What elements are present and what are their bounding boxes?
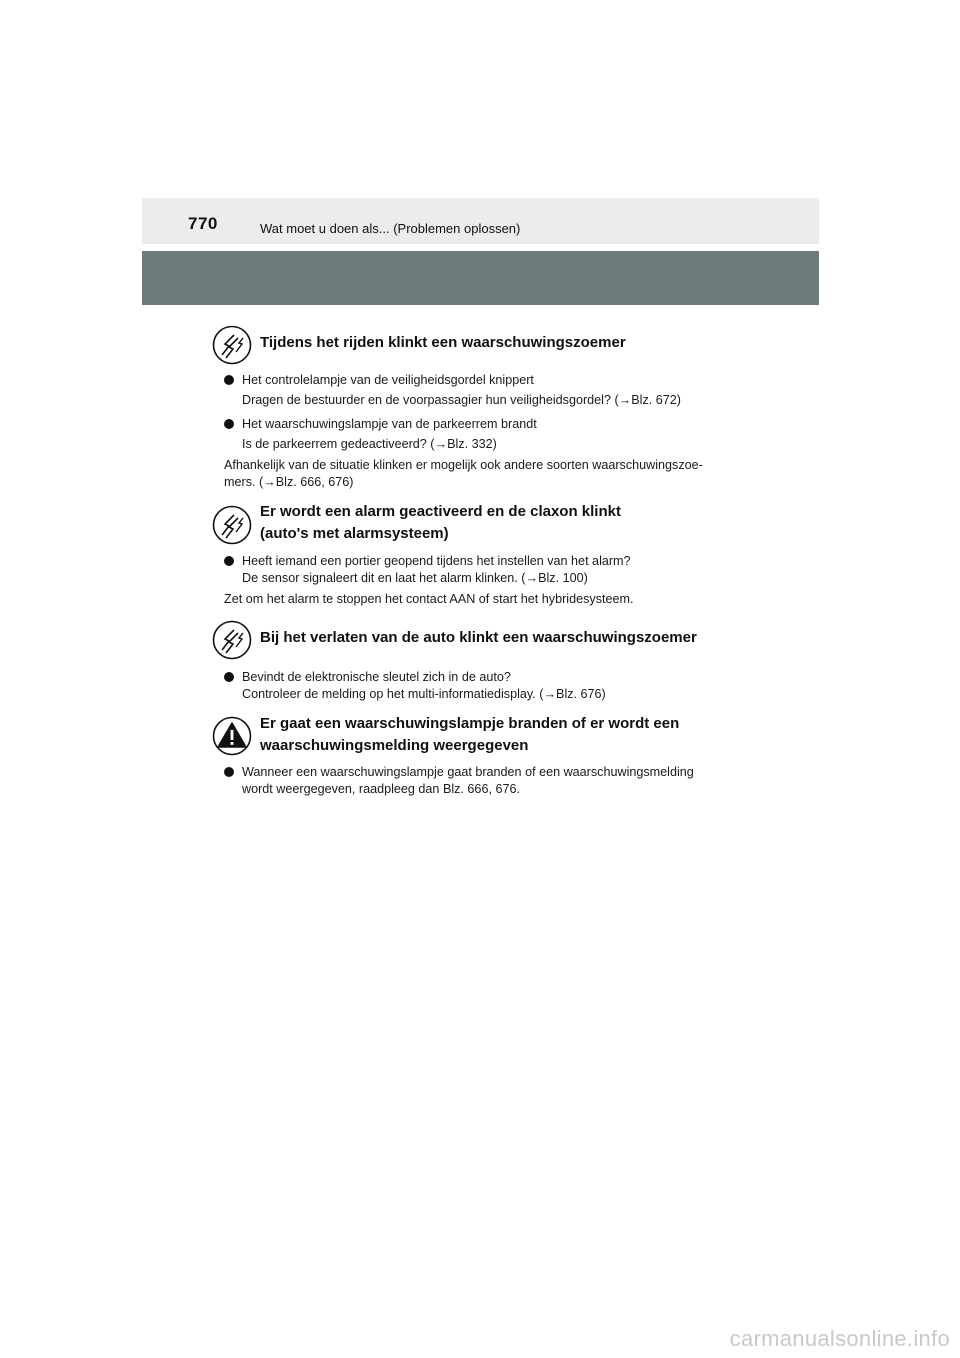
watermark: carmanualsonline.info — [729, 1326, 950, 1351]
item-main: Heeft iemand een portier geopend tijdens het instellen van het alarm? — [242, 554, 631, 568]
header-title: Wat moet u doen als... (Problemen oplossen) — [260, 221, 521, 236]
item-main: Het waarschuwingslampje van de parkeerrem brandt — [242, 417, 537, 431]
item-sub: Dragen de bestuurder en de voorpassagier hun veiligheidsgordel? (→Blz. 672) — [242, 393, 681, 407]
section-title: Er gaat een waarschuwingslampje branden of er wordt een — [260, 715, 680, 732]
bullet — [224, 419, 234, 429]
section-title: Er wordt een alarm geactiveerd en de claxon klinkt — [260, 503, 621, 520]
buzzer-icon — [212, 505, 252, 545]
item-sub: wordt weergegeven, raadpleeg dan Blz. 666, 676. — [242, 782, 520, 796]
section-note: Zet om het alarm te stoppen het contact AAN of start het hybridesysteem. — [224, 592, 634, 606]
section-note: mers. (→Blz. 666, 676) — [224, 475, 354, 489]
item-sub: Controleer de melding op het multi-informatiedisplay. (→Blz. 676) — [242, 687, 606, 701]
item-main: Bevindt de elektronische sleutel zich in de auto? — [242, 670, 511, 684]
item-main: Het controlelampje van de veiligheidsgordel knippert — [242, 373, 534, 387]
bullet — [224, 556, 234, 566]
section-note: Afhankelijk van de situatie klinken er mogelijk ook andere soorten waarschuwingszoe- — [224, 458, 703, 472]
item-sub: Is de parkeerrem gedeactiveerd? (→Blz. 332) — [242, 437, 497, 451]
buzzer-icon — [212, 325, 252, 365]
section-banner — [142, 251, 819, 305]
section-title: waarschuwingsmelding weergegeven — [260, 737, 529, 754]
section-title: (auto's met alarmsysteem) — [260, 525, 449, 542]
warning-triangle-icon — [212, 716, 252, 756]
item-sub: De sensor signaleert dit en laat het alarm klinken. (→Blz. 100) — [242, 571, 588, 585]
bullet — [224, 672, 234, 682]
section-title: Bij het verlaten van de auto klinkt een waarschuwingszoemer — [260, 629, 697, 646]
section-title: Tijdens het rijden klinkt een waarschuwingszoemer — [260, 334, 626, 351]
buzzer-icon — [212, 620, 252, 660]
item-main: Wanneer een waarschuwingslampje gaat branden of een waarschuwingsmelding — [242, 765, 694, 779]
bullet — [224, 767, 234, 777]
bullet — [224, 375, 234, 385]
page-number: 770 — [188, 214, 218, 233]
